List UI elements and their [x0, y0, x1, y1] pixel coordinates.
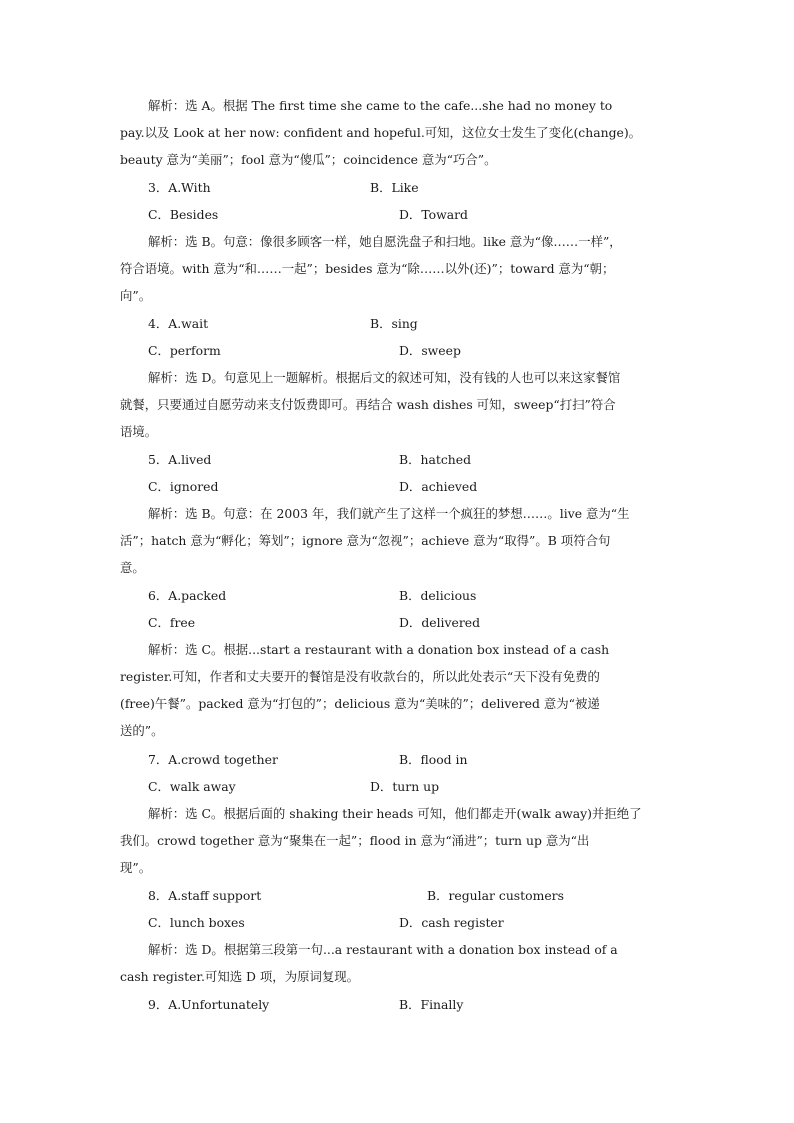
question-4-row-1	[148, 315, 688, 332]
q5-option-b: B．hatched	[399, 452, 472, 467]
question-7-row-2	[148, 778, 688, 795]
q3-option-d: D．Toward	[399, 207, 468, 222]
explanation-q5-line-3: 意。	[120, 560, 145, 575]
q4-option-c: C．perform	[148, 343, 221, 358]
explanation-q5-line-2: 活”；hatch 意为“孵化；筹划”；ignore 意为“忽视”；achieve 意为“取得”。B 项符合句	[120, 533, 611, 548]
q7-option-d: D．turn up	[370, 779, 440, 794]
explanation-q7-line-2: 我们。crowd together 意为“聚集在一起”；flood in 意为“涌进”；turn up 意为“出	[120, 833, 590, 848]
question-6-row-1	[148, 587, 688, 604]
question-9-row-1	[148, 996, 688, 1013]
explanation-q8-line-2: cash register.可知选 D 项，为原词复现。	[120, 969, 360, 984]
question-5-row-1	[148, 451, 688, 468]
explanation-q4-line-2: 就餐，只要通过自愿劳动来支付饭费即可。再结合 wash dishes 可知，sweep“打扫”符合	[120, 397, 616, 412]
q6-option-a: 6．A.packed	[148, 588, 227, 603]
q6-option-c: C．free	[148, 615, 196, 630]
q7-option-c: C．walk away	[148, 779, 236, 794]
q4-option-b: B．sing	[370, 316, 418, 331]
question-7-row-1	[148, 751, 688, 768]
explanation-q3-line-1: 解析：选 B。句意：像很多顾客一样，她自愿洗盘子和扫地。like 意为“像……一样”，	[148, 234, 622, 249]
q4-option-d: D．sweep	[399, 343, 461, 358]
explanation-q6-line-2: register.可知，作者和丈夫要开的餐馆是没有收款台的，所以此处表示“天下没有免费的	[120, 669, 600, 684]
explanation-q2-line-1: 解析：选 A。根据 The first time she came to the cafe...she had no money to	[148, 98, 613, 113]
explanation-q5-line-1: 解析：选 B。句意：在 2003 年，我们就产生了这样一个疯狂的梦想……。live 意为“生	[148, 506, 630, 521]
q7-option-a: 7．A.crowd together	[148, 752, 278, 767]
q7-option-b: B．flood in	[399, 752, 468, 767]
q3-option-c: C．Besides	[148, 207, 219, 222]
q9-option-b: B．Finally	[399, 997, 464, 1012]
q3-option-a: 3．A.With	[148, 180, 211, 195]
explanation-q2-line-2: pay.以及 Look at her now: confident and hopeful.可知，这位女士发生了变化(change)。	[120, 125, 642, 140]
explanation-q3-line-3: 向”。	[120, 288, 152, 303]
question-8-row-2	[148, 914, 688, 931]
question-8-row-1	[148, 887, 688, 904]
explanation-q2-line-3: beauty 意为“美丽”；fool 意为“傻瓜”；coincidence 意为“巧合”。	[120, 152, 497, 167]
q5-option-d: D．achieved	[399, 479, 478, 494]
explanation-q4-line-1: 解析：选 D。句意见上一题解析。根据后文的叙述可知，没有钱的人也可以来这家餐馆	[148, 370, 621, 385]
question-5-row-2	[148, 478, 688, 495]
q4-option-a: 4．A.wait	[148, 316, 209, 331]
q9-option-a: 9．A.Unfortunately	[148, 997, 270, 1012]
question-3-row-2	[148, 206, 688, 223]
explanation-q7-line-1: 解析：选 C。根据后面的 shaking their heads 可知，他们都走开(walk away)并拒绝了	[148, 806, 642, 821]
q8-option-d: D．cash register	[399, 915, 504, 930]
explanation-q6-line-4: 送的”。	[120, 723, 164, 738]
explanation-q7-line-3: 现”。	[120, 860, 152, 875]
q8-option-c: C．lunch boxes	[148, 915, 245, 930]
q8-option-b: B．regular customers	[427, 888, 564, 903]
explanation-q8-line-1: 解析：选 D。根据第三段第一句...a restaurant with a donation box instead of a	[148, 942, 618, 957]
explanation-q6-line-3: (free)午餐”。packed 意为“打包的”；delicious 意为“美味的”；delivered 意为“被递	[120, 696, 600, 711]
q6-option-b: B．delicious	[399, 588, 477, 603]
explanation-q4-line-3: 语境。	[120, 424, 158, 439]
q6-option-d: D．delivered	[399, 615, 481, 630]
question-3-row-1	[148, 179, 688, 196]
question-6-row-2	[148, 614, 688, 631]
q5-option-a: 5．A.lived	[148, 452, 212, 467]
question-4-row-2	[148, 342, 688, 359]
explanation-q6-line-1: 解析：选 C。根据...start a restaurant with a donation box instead of a cash	[148, 642, 610, 657]
explanation-q3-line-2: 符合语境。with 意为“和……一起”；besides 意为“除……以外(还)”；toward 意为“朝；	[120, 261, 615, 276]
q5-option-c: C．ignored	[148, 479, 219, 494]
q8-option-a: 8．A.staff support	[148, 888, 262, 903]
q3-option-b: B．Like	[370, 180, 419, 195]
